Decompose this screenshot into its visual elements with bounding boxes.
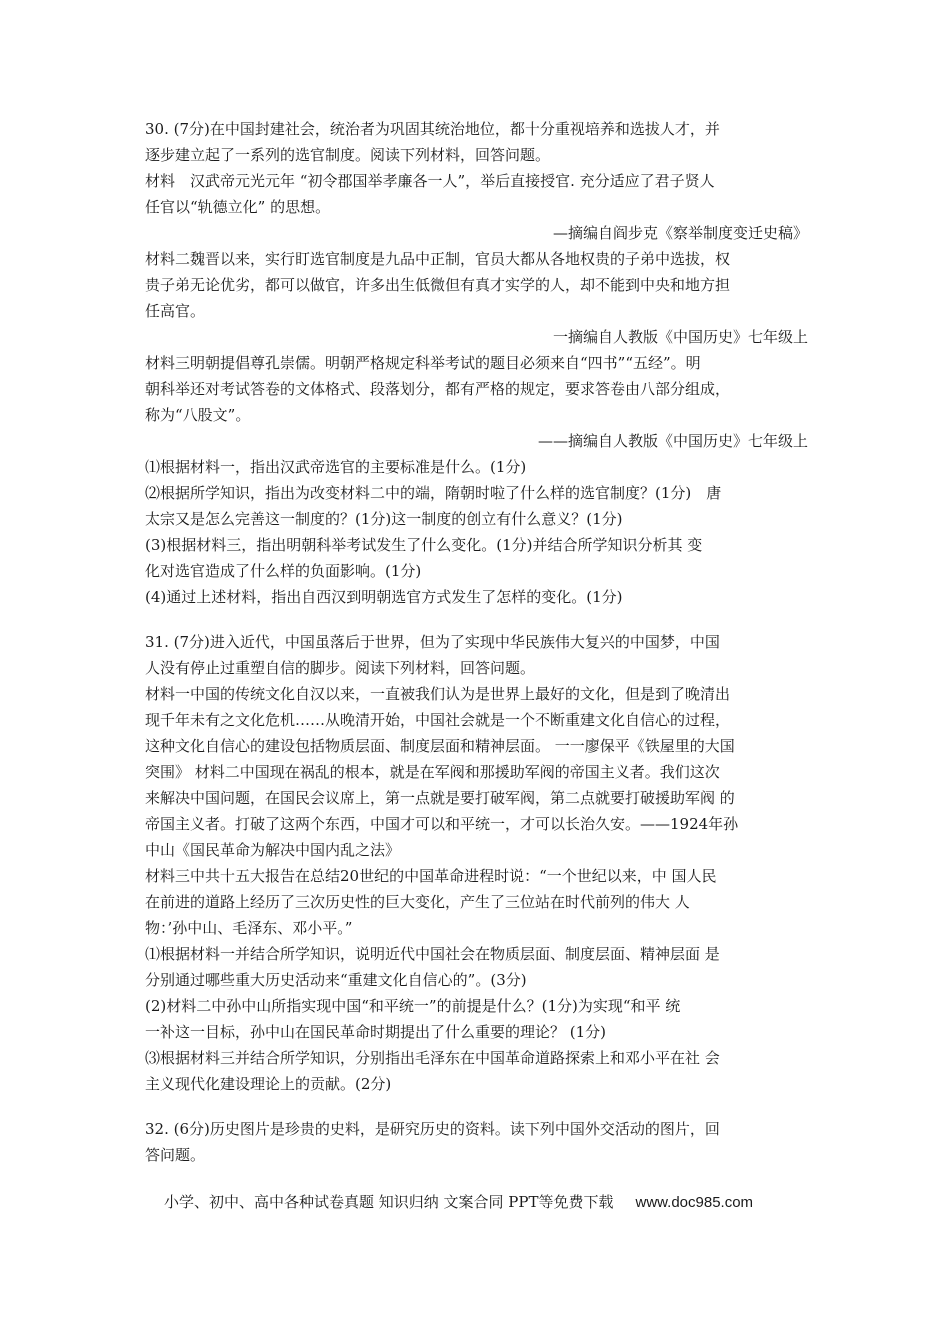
footer-text: 小学、初中、高中各种试卷真题 知识归纳 文案合同 PPT等免费下载	[164, 1193, 614, 1211]
q30-line: 30. (7分)在中国封建社会，统治者为巩固其统治地位，都十分重视培养和选拔人才，并	[145, 120, 720, 138]
question-31	[145, 629, 808, 1097]
spacer	[145, 610, 808, 629]
sub-question: 化对选官造成了什么样的负面影响。(1分)	[145, 562, 422, 580]
q30-material2-line: 材料二魏晋以来，实行盯选官制度是九品中正制，官员大都从各地权贵的子弟中选拔，权	[145, 250, 731, 268]
sub-question: ⑴根据材料一，指出汉武帝选官的主要标准是什么。(1分)	[145, 458, 527, 476]
q30-line: 材料 汉武帝元光元年 “初令郡国举孝廉各一人”，举后直接授官. 充分适应了君子贤人	[145, 172, 715, 190]
q31-line: 物：’孙中山、毛泽东、邓小平。”	[145, 919, 353, 937]
q31-line: 帝国主义者。打破了这两个东西，中国才可以和平统一，才可以长治久安。——1924年孙	[145, 815, 739, 833]
q31-line: 31. (7分)进入近代，中国虽落后于世界，但为了实现中华民族伟大复兴的中国梦，中国	[145, 633, 720, 651]
q31-line: 材料三中共十五大报告在总结20世纪的中国革命进程时说：“一个世纪以来，中 国人民	[145, 867, 717, 885]
source-citation: 一摘编自人教版《中国历史》七年级上	[552, 328, 808, 346]
page-footer	[164, 1190, 753, 1215]
source-citation: —摘编自阎步克《察举制度变迁史稿》	[552, 224, 808, 242]
q31-line: 一补这一目标，孙中山在国民革命时期提出了什么重要的理论？ (1分)	[145, 1023, 607, 1041]
sub-question: (3)根据材料三，指出明朝科举考试发生了什么变化。(1分)并结合所学知识分析其 变	[145, 536, 703, 554]
sub-question: (4)通过上述材料，指出自西汉到明朝选官方式发生了怎样的变化。(1分)	[145, 588, 623, 606]
q30-material3-line: 朝科举还对考试答卷的文体格式、段落划分，都有严格的规定，要求答卷由八部分组成，	[145, 380, 731, 398]
document-body	[145, 116, 808, 1168]
question-30	[145, 116, 808, 610]
q31-line: ⑴根据材料一并结合所学知识，说明近代中国社会在物质层面、制度层面、精神层面 是	[145, 945, 720, 963]
q30-material2-line: 贵子弟无论优劣，都可以做官，许多出生低微但有真才实学的人，却不能到中央和地方担	[145, 276, 731, 294]
q31-line: ⑶根据材料三并结合所学知识，分别指出毛泽东在中国革命道路探索上和邓小平在社 会	[145, 1049, 720, 1067]
question-32	[145, 1116, 808, 1168]
q32-line: 答问题。	[145, 1146, 206, 1164]
q30-material3-line: 称为“八股文”。	[145, 406, 251, 424]
q32-line: 32. (6分)历史图片是珍贵的史料，是研究历史的资料。读下列中国外交活动的图片，回	[145, 1120, 720, 1138]
q30-material3-line: 材料三明朝提倡尊孔崇儒。明朝严格规定科举考试的题目必须来自“四书”“五经”。明	[145, 354, 701, 372]
q31-line: 现千年未有之文化危机……从晚清开始，中国社会就是一个不断重建文化自信心的过程，	[145, 711, 731, 729]
q31-line: 突围》 材料二中国现在祸乱的根本，就是在军阀和那援助军阀的帝国主义者。我们这次	[145, 763, 720, 781]
spacer	[145, 1097, 808, 1116]
q31-line: (2)材料二中孙中山所指实现中国“和平统一”的前提是什么？(1分)为实现“和平 统	[145, 997, 681, 1015]
q30-line: 逐步建立起了一系列的选官制度。阅读下列材料，回答问题。	[145, 146, 551, 164]
footer-site-link[interactable]: www.doc985.com	[635, 1194, 754, 1211]
q31-line: 这种文化自信心的建设包括物质层面、制度层面和精神层面。 一一廖保平《铁屋里的大国	[145, 737, 735, 755]
sub-question: 太宗又是怎么完善这一制度的？(1分)这一制度的创立有什么意义？(1分)	[145, 510, 623, 528]
q31-line: 来解决中国问题，在国民会议席上，第一点就是要打破军阀，第二点就要打破援助军阀 的	[145, 789, 735, 807]
source-citation: ——摘编自人教版《中国历史》七年级上	[537, 432, 808, 450]
sub-question: ⑵根据所学知识，指出为改变材料二中的端，隋朝时啦了什么样的选官制度？(1分) 唐	[145, 484, 722, 502]
q31-line: 材料一中国的传统文化自汉以来，一直被我们认为是世界上最好的文化，但是到了晚清出	[145, 685, 731, 703]
q31-line: 中山《国民革命为解决中国内乱之法》	[145, 841, 401, 859]
q31-line: 分别通过哪些重大历史活动来“重建文化自信心的”。(3分)	[145, 971, 527, 989]
q30-line: 任官以“轨德立化” 的思想。	[145, 198, 331, 216]
q30-material2-line: 任高官。	[145, 302, 206, 320]
q31-line: 人没有停止过重塑自信的脚步。阅读下列材料，回答问题。	[145, 659, 536, 677]
q31-line: 在前进的道路上经历了三次历史性的巨大变化，产生了三位站在时代前列的伟大 人	[145, 893, 690, 911]
q31-line: 主义现代化建设理论上的贡献。(2分)	[145, 1075, 392, 1093]
